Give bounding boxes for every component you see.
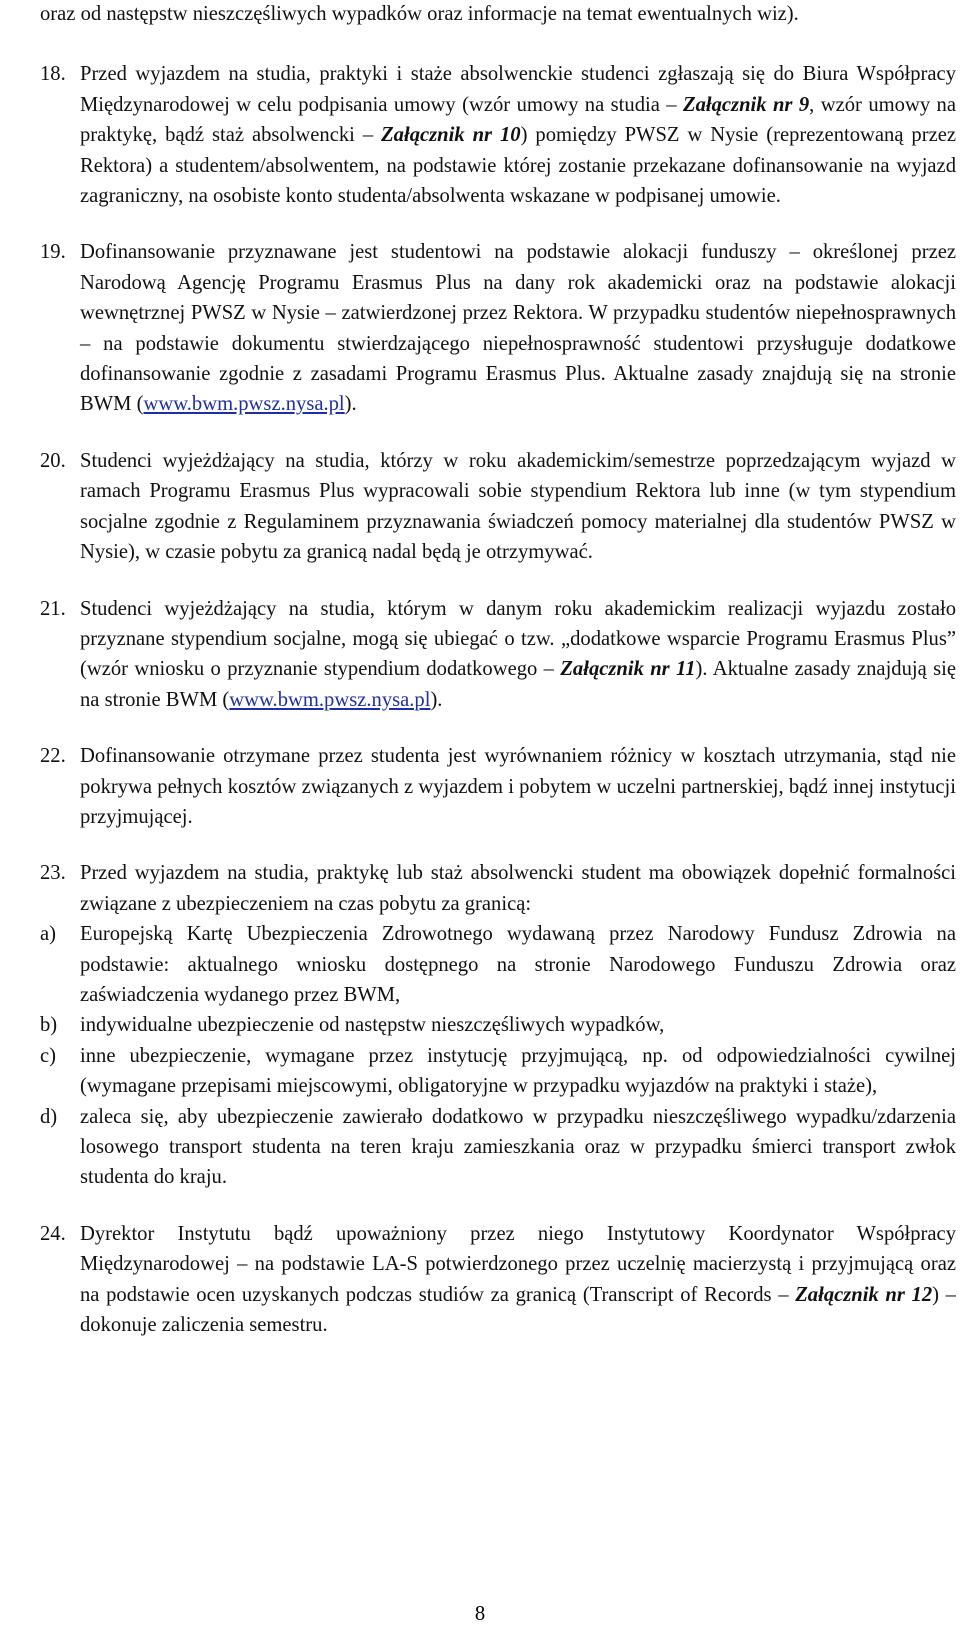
text-fragment: , wzór umowy na praktykę, bądź staż absolwencki – [80,93,956,147]
item-text: Dofinansowanie otrzymane przez studenta jest wyrównaniem różnicy w kosztach utrzymania, stąd nie pokrywa pełnych kosztów związanych z wyjazdem i pobytem w uczelni partnerskiej, bądź innej instytucji przyjmującej. [80,745,956,828]
list-item-20 [40,446,956,568]
item-number: 21. [40,597,66,620]
sub-letter: b) [40,1014,58,1037]
attachment-ref: Załącznik nr 12 [795,1283,933,1306]
item-number: 18. [40,63,66,86]
text-fragment: Dofinansowanie przyznawane jest studentowi na podstawie alokacji funduszy – określonej przez Narodową Agencję Programu Erasmus Plus na dany rok akademicki oraz na podstawie alokacji wewnętrznej PWSZ w Nysie – zatwierdzonej przez Rektora. W przypadku studentów niepełnosprawnych – na podstawie dokumentu stwierdzającego niepełnosprawność studentowi przysługuje dodatkowe dofinansowanie zgodnie z zasadami Programu Erasmus Plus. Aktualne zasady znajdują się na stronie BWM ( [80,241,956,416]
sub-item-a [40,919,956,1010]
list-item-22 [40,741,956,832]
item-number: 22. [40,745,66,768]
item-text [80,594,956,716]
list-item-18 [40,59,956,211]
list-item-21 [40,594,956,716]
item-number: 24. [40,1222,66,1245]
attachment-ref: Załącznik nr 11 [560,658,696,681]
sub-item-d [40,1102,956,1193]
list-item-19 [40,237,956,419]
text-fragment: Dyrektor Instytutu bądź upoważniony przez niego Instytutowy Koordynator Współpracy Międzynarodowej – na podstawie LA-S potwierdzonego przez uczelnię macierzystą i przyjmującą oraz na podstawie ocen uzyskanych podczas studiów za granicą (Transcript of Records – [80,1222,956,1306]
item-text [80,1219,956,1341]
item-text [80,237,956,419]
sub-text: indywidualne ubezpieczenie od następstw nieszczęśliwych wypadków, [80,1014,665,1037]
text-fragment: ). [344,393,357,416]
bwm-link[interactable]: www.bwm.pwsz.nysa.pl [229,688,431,711]
sub-text: inne ubezpieczenie, wymagane przez instytucję przyjmującą, np. od odpowiedzialności cywilnej (wymagane przepisami miejscowymi, obligatoryjne w przypadku wyjazdów na praktyki i staże), [80,1044,956,1098]
attachment-ref: Załącznik nr 9 [683,93,810,116]
text-fragment: ). [430,688,443,711]
list-item-24 [40,1219,956,1341]
document-page [40,0,956,1340]
item-number: 20. [40,449,66,472]
attachment-ref: Załącznik nr 10 [381,124,521,147]
item-text [80,59,956,211]
sub-item-b [40,1010,956,1040]
item-text: Przed wyjazdem na studia, praktykę lub staż absolwencki student ma obowiązek dopełnić formalności związane z ubezpieczeniem na czas pobytu za granicą: [80,862,956,915]
text-fragment: Przed wyjazdem na studia, praktyki i staże absolwenckie studenci zgłaszają się do Biura Współpracy Międzynarodowej w celu podpisania umowy (wzór umowy na studia – [80,63,956,116]
sub-letter: c) [40,1044,56,1067]
item-text: Studenci wyjeżdżający na studia, którzy w roku akademickim/semestrze poprzedzającym wyjazd w ramach Programu Erasmus Plus wypracowali sobie stypendium Rektora lub inne (w tym stypendium socjalne zgodnie z Regulaminem przyznawania świadczeń pomocy materialnej dla studentów PWSZ w Nysie), w czasie pobytu za granicą nadal będą je otrzymywać. [80,449,956,564]
sub-text: zaleca się, aby ubezpieczenie zawierało dodatkowo w przypadku nieszczęśliwego wypadku/zdarzenia losowego transport studenta na teren kraju zamieszkania oraz w przypadku śmierci transport zwłok studenta do kraju. [80,1105,956,1189]
sub-text: Europejską Kartę Ubezpieczenia Zdrowotnego wydawaną przez Narodowy Fundusz Zdrowia na podstawie: aktualnego wniosku dostępnego na stronie Narodowego Funduszu Zdrowia oraz zaświadczenia wydanego przez BWM, [80,923,956,1006]
item-number: 23. [40,862,66,885]
text-fragment: ) – dokonuje zaliczenia semestru. [80,1283,956,1337]
list-item-23 [40,858,956,919]
sub-letter: d) [40,1105,58,1128]
bwm-link[interactable]: www.bwm.pwsz.nysa.pl [143,393,345,416]
intro-paragraph: oraz od następstw nieszczęśliwych wypadków oraz informacje na temat ewentualnych wiz). [40,3,799,25]
item-number: 19. [40,241,66,264]
sub-item-c [40,1041,956,1102]
sub-letter: a) [40,923,56,946]
text-fragment: Studenci wyjeżdżający na studia, którym w danym roku akademickim realizacji wyjazdu zostało przyznane stypendium socjalne, mogą się ubiegać o tzw. „dodatkowe wsparcie Programu Erasmus Plus” (wzór wniosku o przyznanie stypendium dodatkowego – [80,597,956,681]
page-number: 8 [474,1603,486,1625]
text-fragment: ). Aktualne zasady znajdują się na stronie BWM ( [80,658,956,711]
text-fragment: ) pomiędzy PWSZ w Nysie (reprezentowaną przez Rektora) a studentem/absolwentem, na podstawie której zostanie przekazane dofinansowanie na wyjazd zagraniczny, na osobiste konto studenta/absolwenta wskazane w podpisanej umowie. [80,124,956,208]
